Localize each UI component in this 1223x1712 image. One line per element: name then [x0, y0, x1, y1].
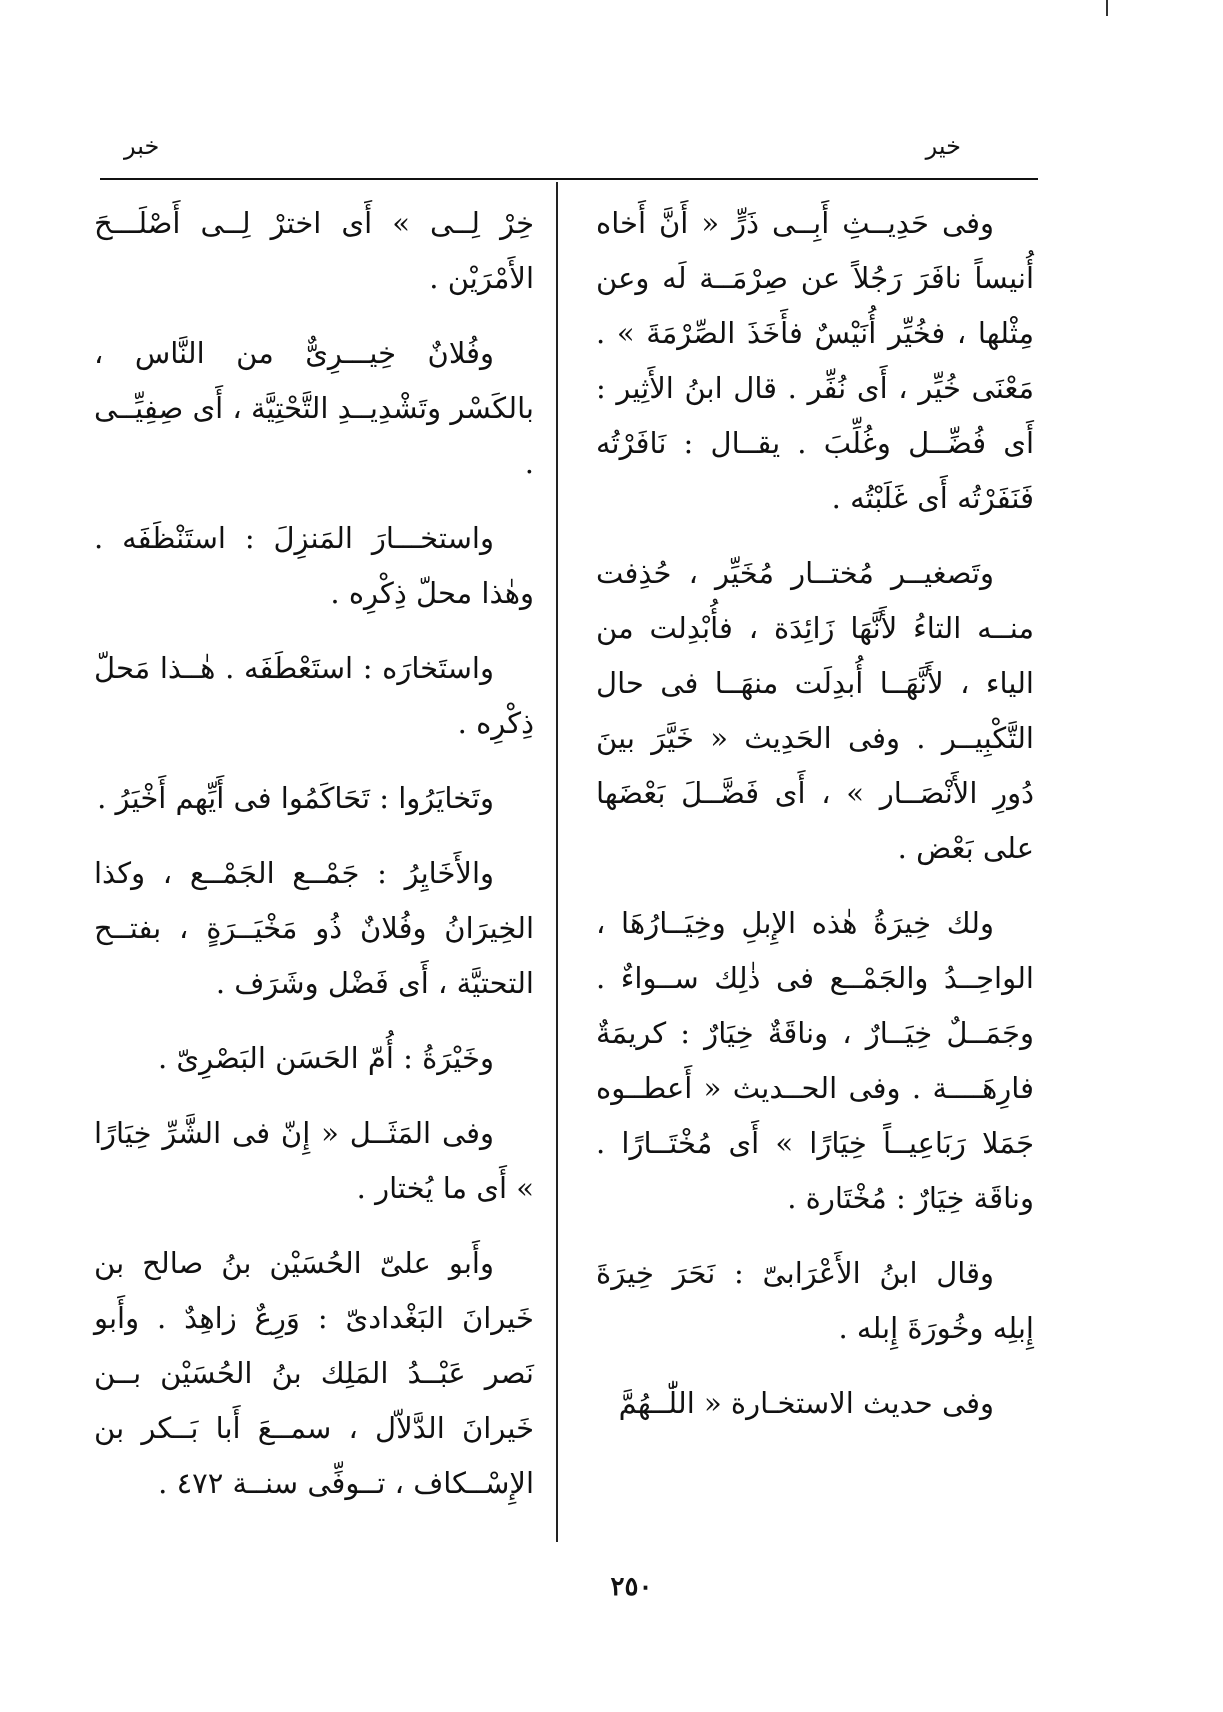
- paragraph: وفى المَثَــل « إِنّ فى الشَّرِّ خِيَارًا » أَى ما يُختار .: [94, 1116, 534, 1205]
- paragraph: ولك خِيرَةُ هٰذه الإِبلِ وخِيَــارُهَا ، الواحِــدُ والجَمْــع فى ذٰلِك ســواءٌ . وجَمَــلٌ خِيَــارٌ ، وناقَةٌ خِيَارٌ : كريمَةٌ فارِهَــــة . وفى الحــديث « أَعطــوه جَمَلا رَبَاعِيــاً خِيَارًا » أَى مُخْتَــارًا . وناقَة خِيَارٌ : مُخْتَارة .: [596, 906, 1034, 1215]
- paragraph: وخَيْرَةُ : أُمّ الحَسَن البَصْرِىّ .: [157, 1041, 494, 1075]
- paragraph: واستخـــارَ المَنزِلَ : استَنْظَفَه . وهٰذا محلّ ذِكْرِه .: [94, 521, 534, 610]
- paragraph: وفى حَدِيــثِ أَبِــى ذَرٍّ « أَنَّ أَخاه أُنيساً نافَرَ رَجُلاً عن صِرْمَــة لَه وعن مِثْلها ، فخُيِّر أُنَيْسٌ فأَخَذَ الصِّرْمَةَ » . مَعْنَى خُيِّر ، أَى نُفِّر . قال ابنُ الأَثِير : أَى فُضِّــل وغُلِّبَ . يقــال : نَافَرْتُه فَنَفَرْتُه أَى غَلَبْتُه .: [596, 206, 1034, 515]
- paragraph: وأَبو علىّ الحُسَيْن بنُ صالح بن خَيرانَ البَغْدادىّ : وَرِعٌ زاهِدٌ . وأَبو نَصر عَبْــدُ المَلِك بنُ الحُسَيْن بــن خَيرانَ الدَّلاّل ، سمــعَ أَبا بَــكر بن الإِسْــكاف ، تــوفِّى سنــة ٤٧٢ .: [94, 1246, 534, 1500]
- page-number: ٢٥٠: [610, 1572, 653, 1602]
- paragraph: وتَصغيــر مُختــار مُخَيِّر ، حُذِفت منــه التاءُ لأَنَّهَا زَائِدَة ، فأُبْدِلت من الياء ، لأَنَّهَــا أُبدِلَت منهَــا فى حال التَّكْبِيــر . وفى الحَدِيث « خَيَّرَ بينَ دُورِ الأَنْصَــار » ، أَى فَضَّــلَ بَعْضَها على بَعْض .: [596, 556, 1034, 865]
- header-rule: [100, 178, 1038, 180]
- paragraph: وقال ابنُ الأَعْرَابىّ : نَحَرَ خِيرَةَ إِبلِه وخُورَةَ إِبله .: [596, 1256, 1034, 1345]
- column-divider: [556, 182, 558, 1542]
- paragraph: وتَخايَرُوا : تَحَاكَمُوا فى أَيِّهم أَخْيَرُ .: [97, 781, 494, 815]
- right-column: [596, 196, 1034, 1451]
- edge-mark: [1106, 0, 1108, 16]
- paragraph: خِرْ لِــى » أَى اخترْ لِــى أَصْلَـــحَ الأَمْرَيْن .: [94, 206, 534, 295]
- paragraph: وفُلانٌ خِيـــرِىٌّ من النَّاس ، بالكَسْر وتَشْدِيــدِ التَّحْتِيَّة ، أَى صِفِيِّــى .: [94, 336, 534, 480]
- running-header-right: خير: [925, 132, 961, 160]
- running-header-left: خبر: [124, 132, 160, 160]
- paragraph: واستَخارَه : استَعْطَفَه . هٰــذا مَحلّ ذِكْرِه .: [94, 651, 534, 740]
- paragraph: وفى حديث الاستخـارة « اللّٰــهُمَّ: [618, 1386, 994, 1420]
- paragraph: والأَخَايِرُ : جَمْــع الجَمْــع ، وكذا الخِيرَانُ وفُلانٌ ذُو مَخْيَــرَةٍ ، بفتــح التحتيَّة ، أَى فَضْل وشَرَف .: [94, 856, 534, 1000]
- left-column: [94, 196, 534, 1531]
